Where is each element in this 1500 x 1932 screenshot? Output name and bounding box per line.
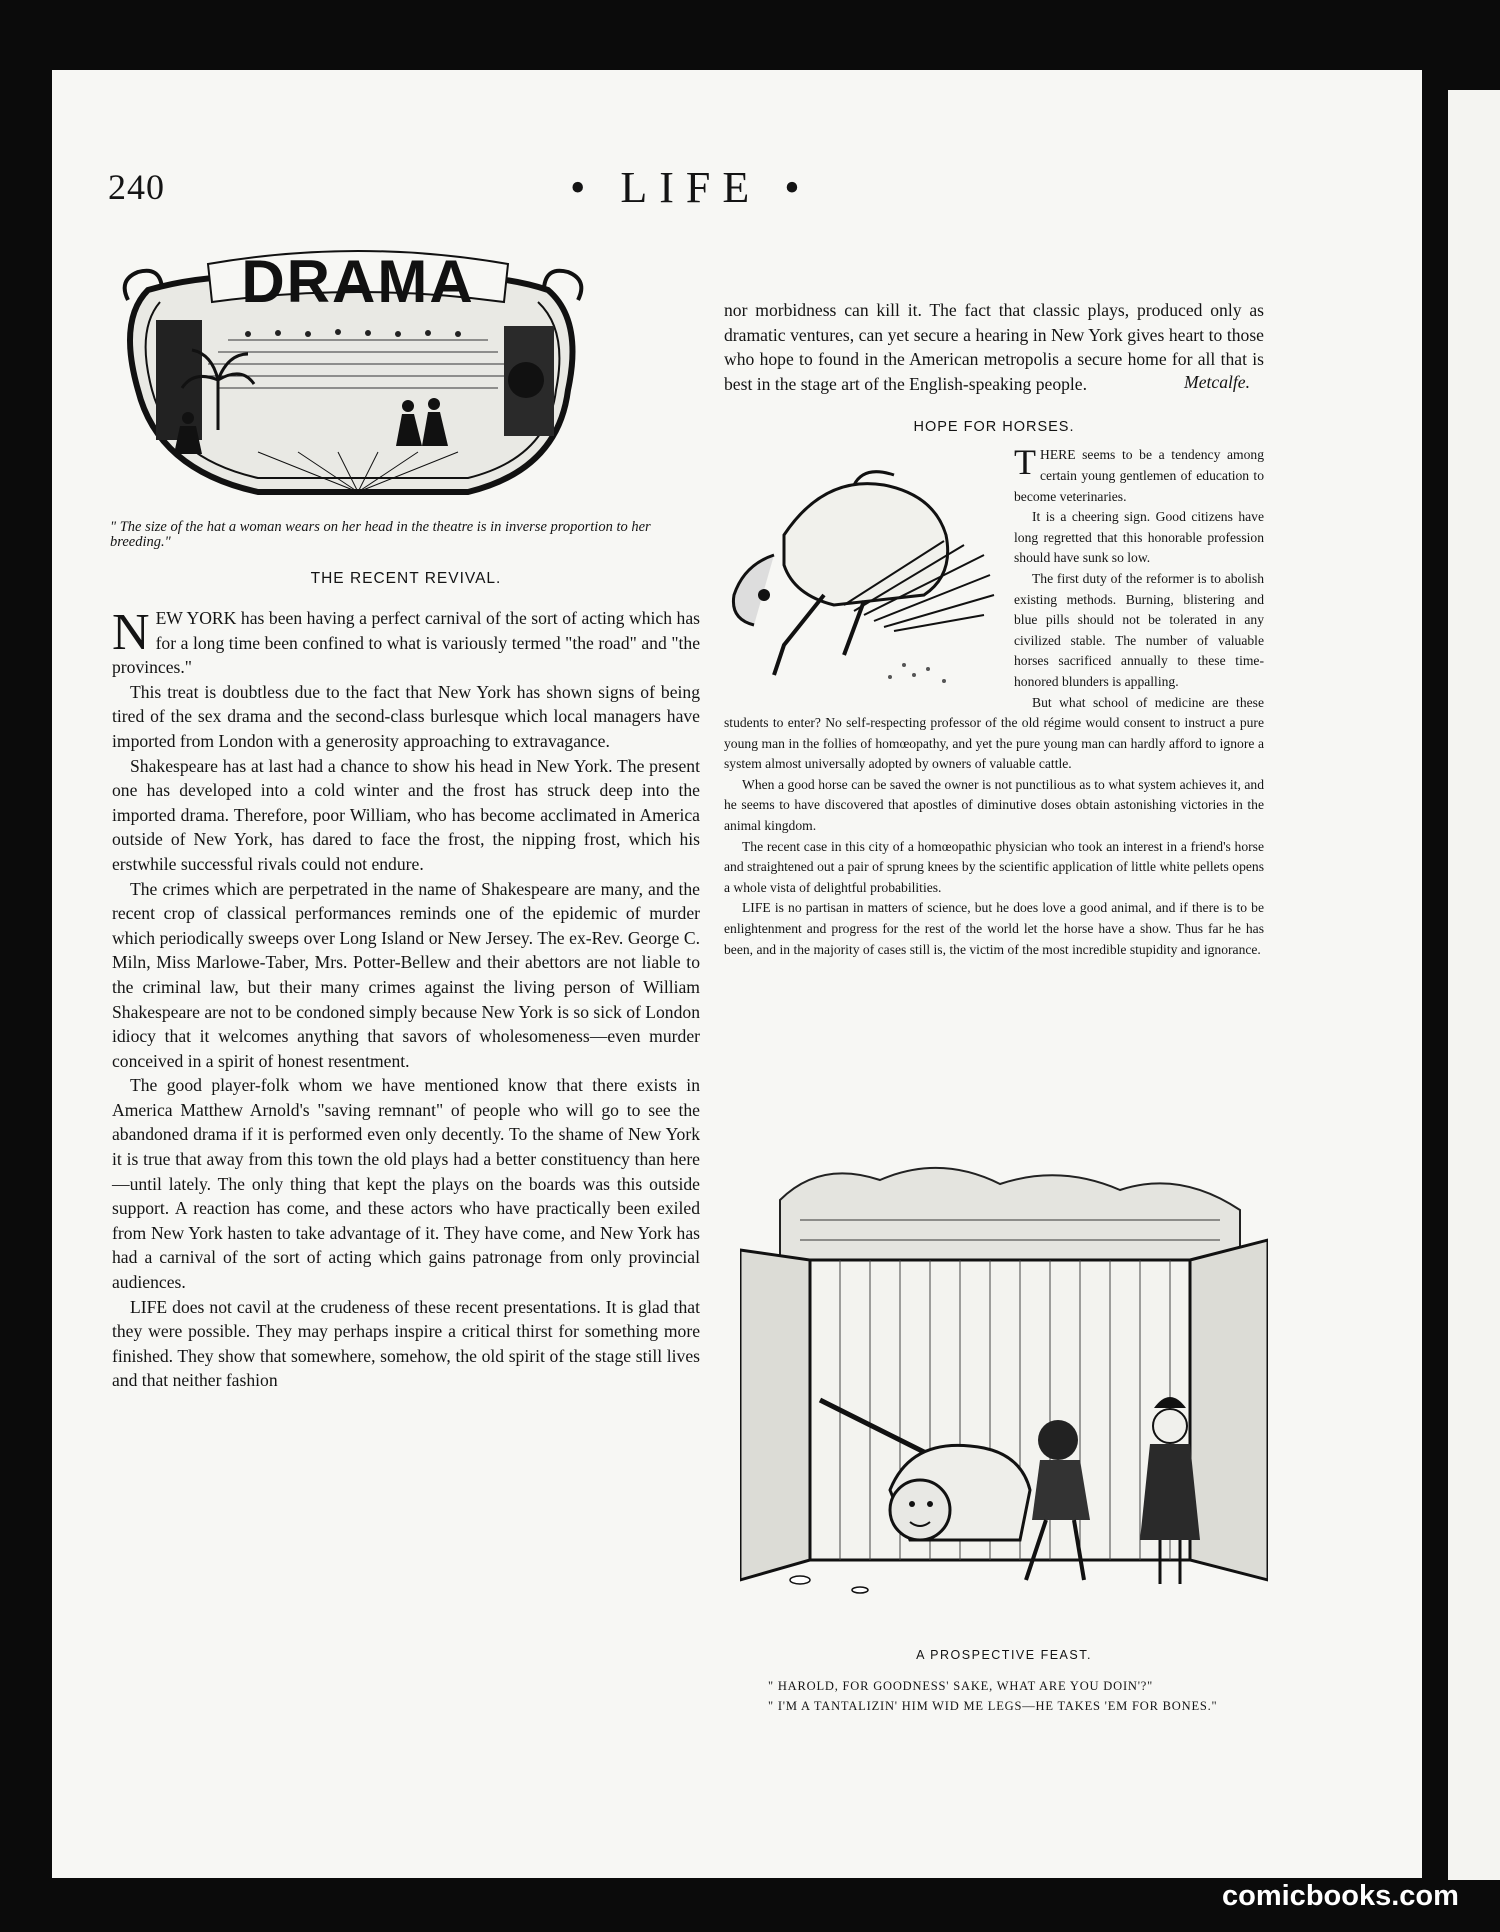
horses-paragraph-1: THERE seems to be a tendency among certain young gentlemen of education to become veterinaries. bbox=[1014, 442, 1264, 504]
feast-dialog bbox=[768, 1676, 1308, 1716]
watermark: comicbooks.com bbox=[1222, 1880, 1459, 1912]
horses-dropcap: T bbox=[1014, 442, 1036, 483]
adjacent-page-edge bbox=[1448, 90, 1500, 1880]
drama-caption: " The size of the hat a woman wears on her head in the theatre is in inverse proportion to her breeding." bbox=[110, 519, 651, 550]
horses-paragraph-7: LIFE is no partisan in matters of science, but he does love a good animal, and if there is to be enlightenment and progress for the rest of the world let the horse have a show. Thus far he has been, and in the majority of cases still is, the victim of the most incredible stupidity and ignorance. bbox=[724, 900, 1264, 957]
horse-illustration bbox=[714, 445, 1006, 701]
feast-title: A PROSPECTIVE FEAST. bbox=[916, 1648, 1092, 1662]
revival-paragraph-5: The good player-folk whom we have mentioned know that there exists in America Matthew Arnold's "saving remnant" of people who will go to see the abandoned drama if it is performed even only decently. To the shame of New York it is true that away from this town the old plays had a better constituency than here—until lately. The only thing that kept the plays on the boards was this outside support. A reaction has come, and these actors who have practically been exiled from New York hasten to take advantage of it. They have come, and New York has had a carnival of the sort of acting which gains patronage from only provincial audiences. bbox=[112, 1075, 700, 1293]
revival-signature: Metcalfe. bbox=[1184, 372, 1250, 393]
right-column bbox=[724, 298, 1264, 960]
horses-paragraph-4: But what school of medicine are these students to enter? No self-respecting professor of the old régime would consent to instruct a pure young man in the follies of homœopathy, and yet the pure young man can hardly afford to ignore a system almost universally adopted by owners of valuable cattle. bbox=[724, 694, 1264, 772]
recent-revival-title: THE RECENT REVIVAL. bbox=[310, 570, 502, 587]
revival-paragraph-2: This treat is doubtless due to the fact that New York has shown signs of being tired of the sex drama and the second-class burlesque which local managers have imported from London with a generosity approaching to extravagance. bbox=[112, 681, 700, 751]
prospective-feast-illustration bbox=[740, 1160, 1268, 1640]
horses-paragraph-6: The recent case in this city of a homœopathic physician who took an interest in a friend's horse and straightened out a pair of sprung knees by the scientific application of little white pellets opens a whole vista of delightful probabilities. bbox=[724, 838, 1264, 895]
recent-revival-article bbox=[112, 540, 700, 1393]
revival-dropcap: N bbox=[112, 604, 150, 661]
masthead-life: • LIFE • bbox=[570, 163, 812, 212]
hope-for-horses-title: HOPE FOR HORSES. bbox=[913, 419, 1075, 436]
horses-paragraph-3: The first duty of the reformer is to abolish existing methods. Burning, blistering and blue pills should not be tolerated in any civilized stable. The number of valuable horses sacrificed annually to these time-honored blunders is appalling. bbox=[1014, 570, 1264, 689]
page-number: 240 bbox=[108, 167, 165, 207]
feast-line-2: " I'M A TANTALIZIN' HIM WID ME LEGS—HE TAKES 'EM FOR BONES." bbox=[768, 1699, 1218, 1713]
horses-paragraph-5: When a good horse can be saved the owner is not punctilious as to what system achieves it, and he seems to have discovered that apostles of diminutive doses obtain astonishing victories in the animal kingdom. bbox=[724, 776, 1264, 834]
hope-for-horses-article bbox=[724, 442, 1264, 960]
feast-line-1: " HAROLD, FOR GOODNESS' SAKE, WHAT ARE YOU DOIN'?" bbox=[768, 1679, 1154, 1693]
revival-paragraph-3: Shakespeare has at last had a chance to show his head in New York. The present one has developed into a cold winter and the frost has struck deep into the imported drama. Therefore, poor William, who has become acclimated in America outside of New York, has dared to face the frost, the nipping frost, which his erstwhile successful rivals could not endure. bbox=[112, 755, 700, 874]
revival-paragraph-1: NEW YORK has been having a perfect carnival of the sort of acting which has for a long time been confined to what is variously termed "the road" and "the provinces." bbox=[112, 604, 700, 678]
revival-paragraph-6: LIFE does not cavil at the crudeness of these recent presentations. It is glad that they were possible. They may perhaps inspire a critical thirst for something more finished. They show that somewhere, somehow, the old spirit of the stage still lives and that neither fashion bbox=[112, 1296, 700, 1391]
horses-paragraph-2: It is a cheering sign. Good citizens have long regretted that this honorable profession should have sunk so low. bbox=[1014, 509, 1264, 566]
drama-title: DRAMA bbox=[241, 248, 475, 315]
drama-heading-illustration bbox=[108, 230, 598, 520]
revival-continuation bbox=[724, 298, 1264, 393]
revival-paragraph-4: The crimes which are perpetrated in the name of Shakespeare are many, and the recent crop of classical performances reminds one of the epidemic of murder which periodically sweeps over Long Island or New Jersey. The ex-Rev. George C. Miln, Miss Marlowe-Taber, Mrs. Potter-Bellew and their abettors are not liable to the criminal law, but their many crimes against the living person of William Shakespeare are not to be condoned simply because New York is so sick of London idiocy that it welcomes anything that savors of wholesomeness—even murder conceived in a spirit of honest resentment. bbox=[112, 878, 700, 1071]
revival-continuation-text: nor morbidness can kill it. The fact that classic plays, produced only as dramatic ventures, can yet secure a hearing in New York gives heart to those who hope to found in the American metropolis a secure home for all that is best in the stage art of the English-speaking people. bbox=[724, 300, 1264, 394]
